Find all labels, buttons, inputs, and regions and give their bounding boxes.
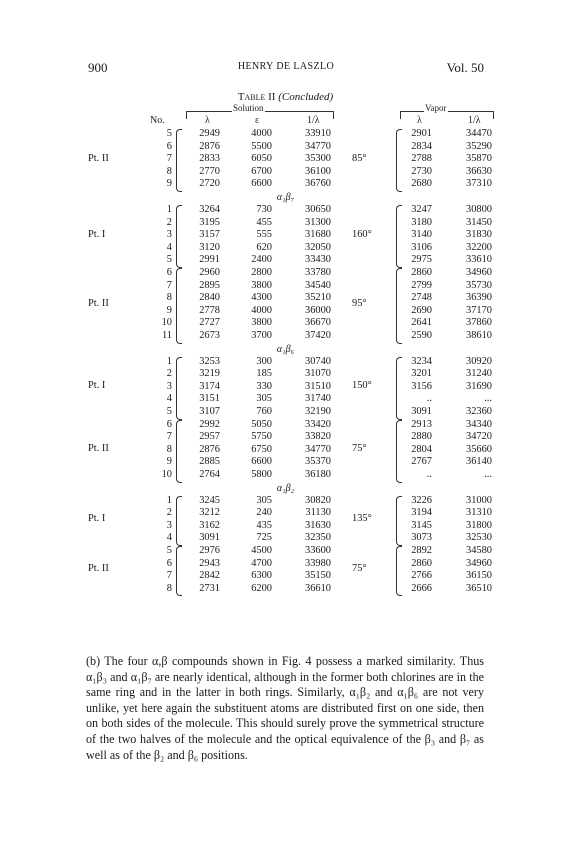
- cell-l: 2833: [199, 153, 220, 165]
- cell-no: 6: [166, 140, 172, 152]
- cell-no: 1: [166, 494, 172, 506]
- temperature-label: 75°: [352, 443, 367, 455]
- cell-l: 2778: [199, 304, 220, 316]
- cell-vl: 2860: [411, 267, 432, 278]
- cell-i: 34770: [305, 443, 331, 455]
- cell-vl: 2766: [411, 570, 432, 582]
- compound-heading: α₁β₂: [276, 482, 295, 494]
- cell-vl: 3201: [411, 368, 432, 380]
- cell-i: 33820: [305, 431, 331, 443]
- cell-vl: 3106: [411, 241, 432, 253]
- cell-s: 305: [256, 494, 272, 506]
- cell-vi: 37860: [466, 317, 492, 329]
- page-number: 900: [88, 60, 108, 75]
- cell-i: 31630: [305, 519, 331, 531]
- table-row: [0, 204, 571, 217]
- col-header-epsilon: ε: [255, 115, 260, 126]
- table-row: [0, 419, 571, 432]
- cell-i: 35150: [305, 570, 331, 582]
- group-label: Pt. II: [88, 152, 109, 164]
- table-row: [0, 242, 571, 255]
- cell-vl: 2590: [411, 330, 432, 341]
- cell-i: 36000: [305, 304, 331, 316]
- cell-no: 9: [166, 304, 172, 316]
- solution-span-label: Solution: [233, 103, 264, 113]
- cell-s: 6700: [251, 165, 272, 177]
- cell-vi: 35730: [466, 279, 492, 291]
- body-paragraph: (b) The four α,β compounds shown in Fig. 4 possess a marked similarity. Thus α₁β₃ and α₁β₇ are nearly identical, although in the former both chlorines are in the same ring and in the latter in both rings. Similarly, α₁β₂ and α₁β₆ are not very unlike, yet here again the substituent atoms are distributed first on one side, then on both sides of the molecule. This should surely prove the symmetrical structure of the two halves of the molecule and the optical equivalence of the β₃ and β₇ as well as of the β₂ and β₆ positions.: [86, 654, 484, 762]
- col-header-lambda: λ: [205, 115, 210, 126]
- table-row: [0, 141, 571, 154]
- cell-i: 32190: [305, 406, 331, 417]
- cell-s: 5800: [251, 469, 272, 480]
- solution-group-brace: [176, 268, 182, 344]
- cell-s: 760: [256, 406, 272, 417]
- solution-group-brace: [176, 496, 182, 546]
- cell-i: 33420: [305, 418, 331, 430]
- cell-no: 6: [166, 267, 172, 278]
- cell-i: 36180: [305, 469, 331, 480]
- vapor-group-brace: [396, 129, 402, 192]
- cell-i: 30740: [305, 355, 331, 367]
- cell-l: 3264: [199, 204, 220, 215]
- cell-vl: 2975: [411, 254, 432, 266]
- cell-s: 435: [256, 519, 272, 531]
- cell-no: 5: [166, 254, 172, 266]
- cell-vi: 37310: [466, 178, 492, 190]
- cell-vi: 32530: [466, 532, 492, 544]
- cell-vi: 33610: [466, 254, 492, 266]
- running-header: [88, 60, 484, 76]
- vapor-group-brace: [396, 420, 402, 483]
- cell-s: 6750: [251, 443, 272, 455]
- cell-vl: 2799: [411, 279, 432, 291]
- cell-i: 34540: [305, 279, 331, 291]
- cell-s: 6600: [251, 178, 272, 190]
- cell-no: 9: [166, 456, 172, 468]
- compound-heading: α₁β₆: [276, 343, 295, 355]
- cell-vi: 36510: [466, 582, 492, 594]
- vapor-group-brace: [396, 496, 402, 546]
- cell-vl: 2901: [411, 128, 432, 139]
- cell-vi: 36140: [466, 456, 492, 468]
- cell-vi: 35660: [466, 443, 492, 455]
- cell-vi: 30920: [466, 355, 492, 367]
- vapor-group-brace: [396, 357, 402, 420]
- cell-vl: 2730: [411, 165, 432, 177]
- col-header-vapor-inverse: 1/λ: [468, 115, 481, 126]
- cell-no: 10: [161, 317, 172, 329]
- cell-l: 2720: [199, 178, 220, 190]
- table-row: [0, 532, 571, 545]
- cell-no: 2: [166, 368, 172, 380]
- table-row: [0, 178, 571, 191]
- table-row: [0, 431, 571, 444]
- cell-i: 32350: [305, 532, 331, 544]
- cell-i: 36760: [305, 178, 331, 190]
- col-header-no: No.: [150, 115, 165, 126]
- cell-i: 30650: [305, 204, 331, 215]
- cell-l: 2992: [199, 418, 220, 430]
- cell-no: 5: [166, 545, 172, 556]
- cell-vl: 2666: [411, 582, 432, 594]
- table-row: [0, 254, 571, 267]
- cell-l: 3107: [199, 406, 220, 417]
- cell-no: 1: [166, 204, 172, 215]
- cell-no: 9: [166, 178, 172, 190]
- table-row: [0, 393, 571, 406]
- cell-no: 3: [166, 519, 172, 531]
- cell-l: 2764: [199, 469, 220, 480]
- cell-no: 11: [161, 330, 172, 341]
- cell-vi: 34720: [466, 431, 492, 443]
- cell-l: 3174: [199, 380, 220, 392]
- cell-i: 32050: [305, 241, 331, 253]
- cell-vl: 2860: [411, 557, 432, 569]
- cell-vl: 3226: [411, 494, 432, 506]
- cell-i: 37420: [305, 330, 331, 341]
- cell-vi: 36150: [466, 570, 492, 582]
- cell-i: 33780: [305, 267, 331, 278]
- cell-vl: 2748: [411, 292, 432, 304]
- solution-group-brace: [176, 420, 182, 483]
- cell-i: 36610: [305, 582, 331, 594]
- cell-no: 8: [166, 292, 172, 304]
- cell-no: 7: [166, 279, 172, 291]
- cell-vl: 2680: [411, 178, 432, 190]
- cell-no: 8: [166, 165, 172, 177]
- table-row: [0, 406, 571, 419]
- cell-i: 31680: [305, 229, 331, 241]
- cell-s: 555: [256, 229, 272, 241]
- cell-l: 2885: [199, 456, 220, 468]
- cell-l: 2876: [199, 443, 220, 455]
- cell-l: 2673: [199, 330, 220, 341]
- cell-vl: 2690: [411, 304, 432, 316]
- cell-s: 5050: [251, 418, 272, 430]
- table-row: [0, 558, 571, 571]
- table-row: [0, 368, 571, 381]
- cell-l: 2727: [199, 317, 220, 329]
- cell-vi: 34960: [466, 267, 492, 278]
- table-row: [0, 267, 571, 280]
- cell-vi: 34580: [466, 545, 492, 556]
- cell-vi: 35290: [466, 140, 492, 152]
- cell-no: 5: [166, 406, 172, 417]
- cell-l: 2949: [199, 128, 220, 139]
- cell-l: 2895: [199, 279, 220, 291]
- cell-s: 4500: [251, 545, 272, 556]
- cell-vl: 2804: [411, 443, 432, 455]
- cell-s: 4000: [251, 128, 272, 139]
- cell-s: 3800: [251, 317, 272, 329]
- table-row: [0, 128, 571, 141]
- group-label: Pt. II: [88, 443, 109, 455]
- cell-i: 30820: [305, 494, 331, 506]
- cell-s: 6600: [251, 456, 272, 468]
- table-row: [0, 570, 571, 583]
- cell-s: 6050: [251, 153, 272, 165]
- cell-vi: 31830: [466, 229, 492, 241]
- vapor-group-brace: [396, 546, 402, 596]
- cell-vi: 31310: [466, 507, 492, 519]
- cell-vl: 3234: [411, 355, 432, 367]
- cell-vl: 3140: [411, 229, 432, 241]
- cell-s: 5750: [251, 431, 272, 443]
- table-caption: [0, 91, 571, 103]
- cell-no: 7: [166, 153, 172, 165]
- table-row: [0, 166, 571, 179]
- cell-l: 3219: [199, 368, 220, 380]
- temperature-label: 95°: [352, 297, 367, 309]
- cell-l: 3157: [199, 229, 220, 241]
- cell-no: 8: [166, 443, 172, 455]
- table-row: [0, 381, 571, 394]
- cell-no: 10: [161, 469, 172, 480]
- cell-vl: 3073: [411, 532, 432, 544]
- cell-vl: 3156: [411, 380, 432, 392]
- table-row: [0, 292, 571, 305]
- cell-s: 620: [256, 241, 272, 253]
- group-label: Pt. II: [88, 297, 109, 309]
- vapor-group-brace: [396, 268, 402, 344]
- group-label: Pt. II: [88, 563, 109, 575]
- cell-s: 455: [256, 216, 272, 228]
- solution-group-brace: [176, 205, 182, 268]
- cell-no: 3: [166, 380, 172, 392]
- cell-no: 1: [166, 355, 172, 367]
- volume-label: Vol. 50: [446, 60, 484, 75]
- cell-vi: 31240: [466, 368, 492, 380]
- temperature-label: 75°: [352, 563, 367, 575]
- cell-l: 3253: [199, 355, 220, 367]
- cell-s: 185: [256, 368, 272, 380]
- cell-l: 2957: [199, 431, 220, 443]
- cell-i: 35370: [305, 456, 331, 468]
- cell-vi: 31690: [466, 380, 492, 392]
- col-header-inverse: 1/λ: [307, 115, 320, 126]
- temperature-label: 150°: [352, 380, 372, 392]
- cell-l: 3120: [199, 241, 220, 253]
- cell-l: 3212: [199, 507, 220, 519]
- table-row: [0, 305, 571, 318]
- cell-vi: ...: [484, 393, 492, 405]
- cell-vl: 2767: [411, 456, 432, 468]
- cell-vi: 32200: [466, 241, 492, 253]
- cell-vi: 30800: [466, 204, 492, 215]
- cell-vl: 3180: [411, 216, 432, 228]
- cell-l: 2842: [199, 570, 220, 582]
- cell-vi: ...: [484, 469, 492, 480]
- cell-l: 3195: [199, 216, 220, 228]
- cell-i: 31070: [305, 368, 331, 380]
- table-row: [0, 217, 571, 230]
- cell-i: 35300: [305, 153, 331, 165]
- table-caption-note: (Concluded): [278, 91, 334, 103]
- cell-i: 33430: [305, 254, 331, 266]
- table-row: [0, 444, 571, 457]
- solution-group-brace: [176, 129, 182, 192]
- cell-s: 6200: [251, 582, 272, 594]
- cell-s: 4700: [251, 557, 272, 569]
- cell-no: 4: [166, 532, 172, 544]
- cell-s: 2400: [251, 254, 272, 266]
- table-row: [0, 520, 571, 533]
- cell-s: 5500: [251, 140, 272, 152]
- table-label: Table II: [237, 91, 276, 103]
- cell-vl: 2892: [411, 545, 432, 556]
- cell-s: 2800: [251, 267, 272, 278]
- cell-vi: 31000: [466, 494, 492, 506]
- cell-l: 2731: [199, 582, 220, 594]
- table-row: [0, 469, 571, 482]
- cell-vi: 36390: [466, 292, 492, 304]
- cell-i: 33910: [305, 128, 331, 139]
- cell-i: 36670: [305, 317, 331, 329]
- cell-no: 4: [166, 393, 172, 405]
- table-row: [0, 229, 571, 242]
- cell-no: 5: [166, 128, 172, 139]
- cell-vl: 2913: [411, 418, 432, 430]
- cell-no: 2: [166, 216, 172, 228]
- vapor-span-label: Vapor: [425, 103, 447, 113]
- cell-s: 300: [256, 355, 272, 367]
- cell-vl: 2880: [411, 431, 432, 443]
- table-row: [0, 330, 571, 343]
- cell-l: 3151: [199, 393, 220, 405]
- cell-l: 2991: [199, 254, 220, 266]
- cell-l: 3091: [199, 532, 220, 544]
- cell-i: 35210: [305, 292, 331, 304]
- cell-l: 2943: [199, 557, 220, 569]
- temperature-label: 85°: [352, 152, 367, 164]
- vapor-group-brace: [396, 205, 402, 268]
- cell-l: 3162: [199, 519, 220, 531]
- cell-vl: ..: [426, 393, 432, 405]
- cell-l: 2976: [199, 545, 220, 556]
- cell-vi: 38610: [466, 330, 492, 341]
- cell-i: 31510: [305, 380, 331, 392]
- solution-group-brace: [176, 357, 182, 420]
- cell-no: 7: [166, 570, 172, 582]
- cell-vl: 2641: [411, 317, 432, 329]
- cell-vi: 31450: [466, 216, 492, 228]
- cell-l: 2960: [199, 267, 220, 278]
- cell-vl: ..: [426, 469, 432, 480]
- solution-group-brace: [176, 546, 182, 596]
- table-row: [0, 317, 571, 330]
- table-row: [0, 356, 571, 369]
- cell-l: 2840: [199, 292, 220, 304]
- cell-no: 7: [166, 431, 172, 443]
- cell-i: 31740: [305, 393, 331, 405]
- cell-s: 330: [256, 380, 272, 392]
- cell-vl: 3247: [411, 204, 432, 215]
- cell-s: 3700: [251, 330, 272, 341]
- cell-s: 305: [256, 393, 272, 405]
- cell-s: 3800: [251, 279, 272, 291]
- temperature-label: 160°: [352, 228, 372, 240]
- cell-vl: 2834: [411, 140, 432, 152]
- group-label: Pt. I: [88, 512, 106, 524]
- compound-heading: α₁β₇: [276, 192, 295, 203]
- col-header-vapor-lambda: λ: [417, 115, 422, 126]
- group-label: Pt. I: [88, 380, 106, 392]
- cell-i: 33600: [305, 545, 331, 556]
- table-row: [0, 507, 571, 520]
- cell-i: 36100: [305, 165, 331, 177]
- cell-i: 31130: [305, 507, 331, 519]
- cell-l: 3245: [199, 494, 220, 506]
- cell-vl: 2788: [411, 153, 432, 165]
- cell-s: 725: [256, 532, 272, 544]
- cell-no: 2: [166, 507, 172, 519]
- table-row: [0, 583, 571, 596]
- running-author: HENRY DE LASZLO: [237, 61, 335, 72]
- cell-no: 6: [166, 418, 172, 430]
- cell-s: 4000: [251, 304, 272, 316]
- cell-no: 8: [166, 582, 172, 594]
- cell-i: 31300: [305, 216, 331, 228]
- cell-vl: 3091: [411, 406, 432, 417]
- cell-vi: 36630: [466, 165, 492, 177]
- cell-vl: 3194: [411, 507, 432, 519]
- table-row: [0, 456, 571, 469]
- cell-no: 6: [166, 557, 172, 569]
- cell-no: 4: [166, 241, 172, 253]
- cell-i: 34770: [305, 140, 331, 152]
- cell-l: 2770: [199, 165, 220, 177]
- cell-s: 4300: [251, 292, 272, 304]
- group-label: Pt. I: [88, 228, 106, 240]
- table-row: [0, 545, 571, 558]
- cell-s: 6300: [251, 570, 272, 582]
- cell-no: 3: [166, 229, 172, 241]
- table-row: [0, 153, 571, 166]
- cell-l: 2876: [199, 140, 220, 152]
- cell-s: 240: [256, 507, 272, 519]
- cell-vi: 34340: [466, 418, 492, 430]
- cell-vl: 3145: [411, 519, 432, 531]
- cell-vi: 35870: [466, 153, 492, 165]
- cell-vi: 32360: [466, 406, 492, 417]
- table-row: [0, 280, 571, 293]
- table-row: [0, 495, 571, 508]
- cell-i: 33980: [305, 557, 331, 569]
- cell-vi: 34960: [466, 557, 492, 569]
- cell-vi: 31800: [466, 519, 492, 531]
- temperature-label: 135°: [352, 512, 372, 524]
- cell-vi: 34470: [466, 128, 492, 139]
- cell-s: 730: [256, 204, 272, 215]
- cell-vi: 37170: [466, 304, 492, 316]
